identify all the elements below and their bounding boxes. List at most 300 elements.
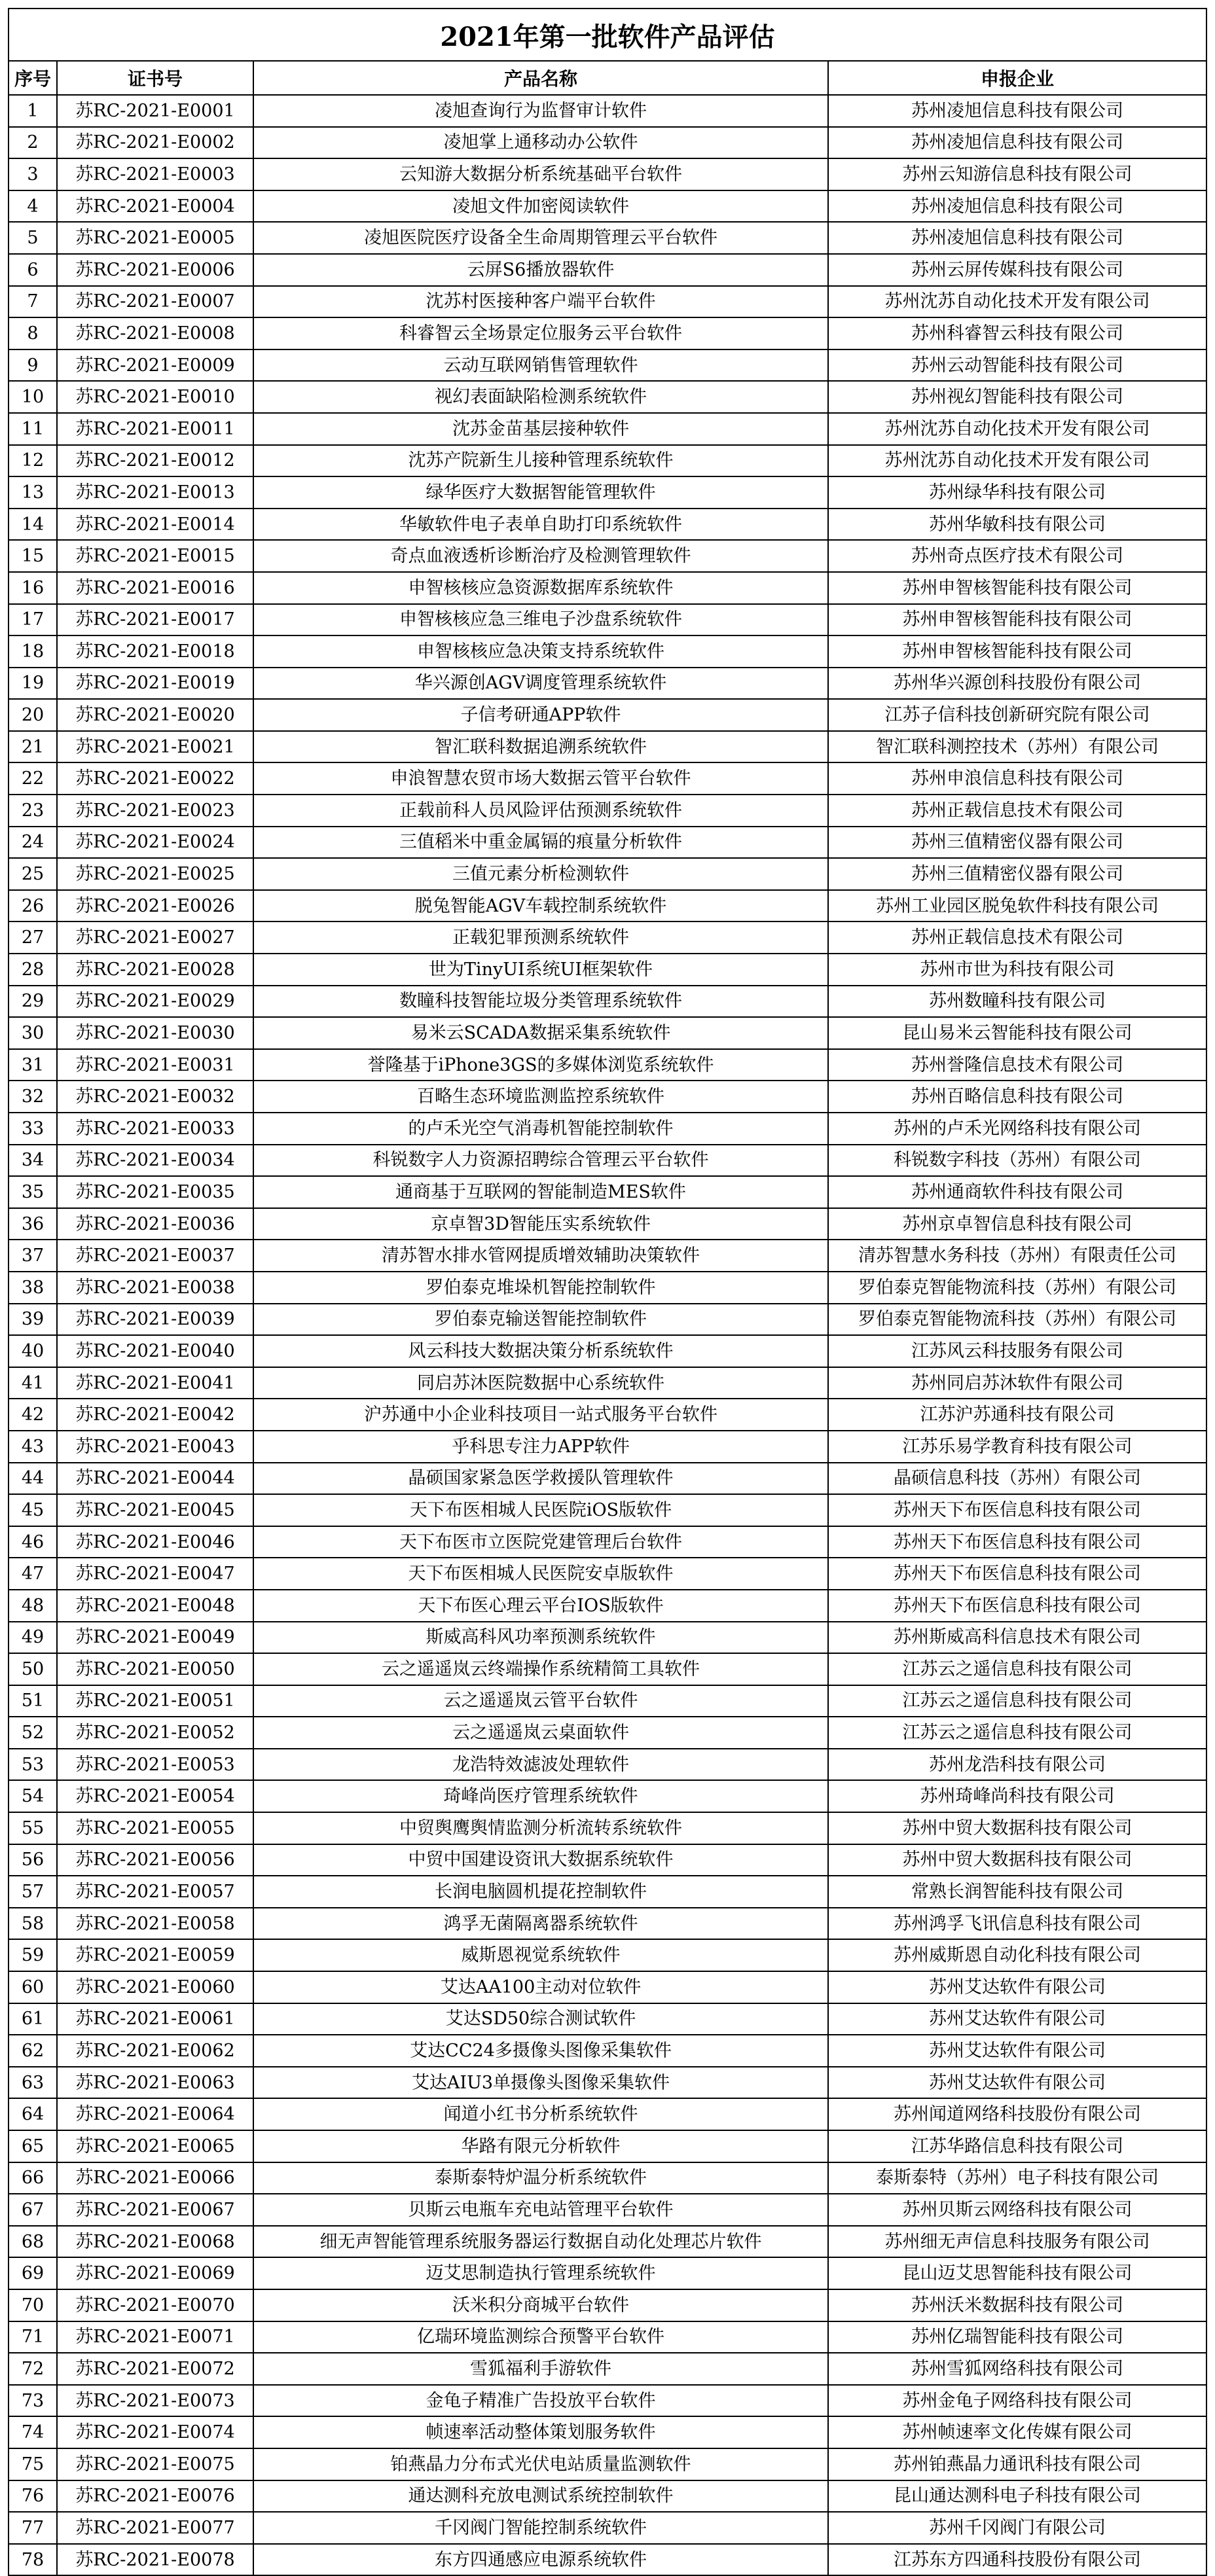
company-name: 苏州凌旭信息科技有限公司	[828, 190, 1206, 223]
product-name: 罗伯泰克输送智能控制软件	[253, 1304, 828, 1336]
header-company: 申报企业	[828, 61, 1206, 95]
company-name: 苏州正载信息技术有限公司	[828, 795, 1206, 827]
product-name: 的卢禾光空气消毒机智能控制软件	[253, 1113, 828, 1145]
certificate-number: 苏RC-2021-E0010	[57, 381, 253, 413]
company-name: 苏州艾达软件有限公司	[828, 1971, 1206, 2003]
company-name: 苏州云屏传媒科技有限公司	[828, 254, 1206, 286]
header-certificate: 证书号	[57, 61, 253, 95]
company-name: 晶硕信息科技（苏州）有限公司	[828, 1463, 1206, 1495]
product-name: 易米云SCADA数据采集系统软件	[253, 1017, 828, 1049]
document-page	[8, 8, 1206, 2576]
company-name: 昆山易米云智能科技有限公司	[828, 1017, 1206, 1049]
certificate-number: 苏RC-2021-E0042	[57, 1399, 253, 1431]
table-row	[9, 1494, 1206, 1526]
table-row	[9, 2385, 1206, 2417]
certificate-number: 苏RC-2021-E0040	[57, 1335, 253, 1367]
product-name: 鸿孚无菌隔离器系统软件	[253, 1908, 828, 1940]
table-row	[9, 1049, 1206, 1081]
table-row	[9, 2226, 1206, 2258]
certificate-number: 苏RC-2021-E0027	[57, 921, 253, 954]
row-index: 6	[9, 254, 57, 286]
company-name: 苏州百略信息科技有限公司	[828, 1081, 1206, 1113]
table-body	[9, 95, 1206, 2575]
certificate-number: 苏RC-2021-E0016	[57, 572, 253, 604]
company-name: 苏州科睿智云科技有限公司	[828, 317, 1206, 349]
row-index: 29	[9, 986, 57, 1018]
company-name: 苏州正载信息技术有限公司	[828, 921, 1206, 954]
certificate-number: 苏RC-2021-E0005	[57, 222, 253, 254]
company-name: 江苏云之遥信息科技有限公司	[828, 1653, 1206, 1685]
row-index: 47	[9, 1558, 57, 1590]
product-name: 华敏软件电子表单自助打印系统软件	[253, 509, 828, 541]
table-row	[9, 509, 1206, 541]
product-name: 数瞳科技智能垃圾分类管理系统软件	[253, 986, 828, 1018]
table-row	[9, 827, 1206, 859]
company-name: 昆山迈艾思智能科技有限公司	[828, 2257, 1206, 2289]
company-name: 苏州龙浩科技有限公司	[828, 1749, 1206, 1781]
company-name: 苏州威斯恩自动化科技有限公司	[828, 1939, 1206, 1971]
row-index: 76	[9, 2480, 57, 2513]
row-index: 78	[9, 2544, 57, 2576]
table-row	[9, 445, 1206, 477]
company-name: 苏州雪狐网络科技有限公司	[828, 2353, 1206, 2385]
product-name: 科睿智云全场景定位服务云平台软件	[253, 317, 828, 349]
evaluation-table	[8, 8, 1207, 2576]
product-name: 华兴源创AGV调度管理系统软件	[253, 668, 828, 700]
table-row	[9, 604, 1206, 636]
row-index: 23	[9, 795, 57, 827]
certificate-number: 苏RC-2021-E0029	[57, 986, 253, 1018]
company-name: 苏州凌旭信息科技有限公司	[828, 127, 1206, 159]
row-index: 58	[9, 1908, 57, 1940]
product-name: 罗伯泰克堆垛机智能控制软件	[253, 1272, 828, 1304]
table-row	[9, 668, 1206, 700]
table-row	[9, 540, 1206, 572]
table-row	[9, 190, 1206, 223]
table-row	[9, 2003, 1206, 2035]
row-index: 32	[9, 1081, 57, 1113]
table-row	[9, 2257, 1206, 2289]
certificate-number: 苏RC-2021-E0001	[57, 95, 253, 127]
row-index: 55	[9, 1812, 57, 1844]
certificate-number: 苏RC-2021-E0022	[57, 762, 253, 795]
table-row	[9, 2480, 1206, 2513]
certificate-number: 苏RC-2021-E0009	[57, 349, 253, 382]
row-index: 10	[9, 381, 57, 413]
row-index: 59	[9, 1939, 57, 1971]
row-index: 51	[9, 1685, 57, 1717]
table-row	[9, 1017, 1206, 1049]
product-name: 风云科技大数据决策分析系统软件	[253, 1335, 828, 1367]
table-row	[9, 1685, 1206, 1717]
table-row	[9, 286, 1206, 318]
company-name: 苏州凌旭信息科技有限公司	[828, 222, 1206, 254]
product-name: 沈苏金苗基层接种软件	[253, 413, 828, 445]
certificate-number: 苏RC-2021-E0063	[57, 2067, 253, 2099]
company-name: 苏州沃米数据科技有限公司	[828, 2289, 1206, 2321]
table-row	[9, 1780, 1206, 1812]
table-row	[9, 1812, 1206, 1844]
product-name: 云之遥遥岚云管平台软件	[253, 1685, 828, 1717]
product-name: 绿华医疗大数据智能管理软件	[253, 476, 828, 509]
company-name: 苏州京卓智信息科技有限公司	[828, 1208, 1206, 1240]
table-row	[9, 222, 1206, 254]
row-index: 3	[9, 158, 57, 190]
product-name: 天下布医市立医院党建管理后台软件	[253, 1526, 828, 1558]
row-index: 7	[9, 286, 57, 318]
certificate-number: 苏RC-2021-E0075	[57, 2448, 253, 2480]
product-name: 东方四通感应电源系统软件	[253, 2544, 828, 2576]
certificate-number: 苏RC-2021-E0062	[57, 2035, 253, 2067]
product-name: 申智核核应急三维电子沙盘系统软件	[253, 604, 828, 636]
row-index: 30	[9, 1017, 57, 1049]
company-name: 苏州绿华科技有限公司	[828, 476, 1206, 509]
row-index: 57	[9, 1876, 57, 1908]
row-index: 39	[9, 1304, 57, 1336]
certificate-number: 苏RC-2021-E0068	[57, 2226, 253, 2258]
table-row	[9, 2162, 1206, 2194]
company-name: 苏州艾达软件有限公司	[828, 2067, 1206, 2099]
row-index: 67	[9, 2194, 57, 2226]
certificate-number: 苏RC-2021-E0028	[57, 954, 253, 986]
certificate-number: 苏RC-2021-E0069	[57, 2257, 253, 2289]
table-row	[9, 795, 1206, 827]
table-row	[9, 1176, 1206, 1208]
company-name: 苏州千冈阀门有限公司	[828, 2512, 1206, 2544]
company-name: 苏州沈苏自动化技术开发有限公司	[828, 286, 1206, 318]
table-row	[9, 476, 1206, 509]
product-name: 沪苏通中小企业科技项目一站式服务平台软件	[253, 1399, 828, 1431]
table-row	[9, 2194, 1206, 2226]
table-row	[9, 1622, 1206, 1654]
certificate-number: 苏RC-2021-E0050	[57, 1653, 253, 1685]
product-name: 闻道小红书分析系统软件	[253, 2098, 828, 2130]
table-row	[9, 2321, 1206, 2353]
product-name: 正载犯罪预测系统软件	[253, 921, 828, 954]
product-name: 视幻表面缺陷检测系统软件	[253, 381, 828, 413]
product-name: 子信考研通APP软件	[253, 699, 828, 731]
row-index: 36	[9, 1208, 57, 1240]
certificate-number: 苏RC-2021-E0008	[57, 317, 253, 349]
row-index: 22	[9, 762, 57, 795]
product-name: 正载前科人员风险评估预测系统软件	[253, 795, 828, 827]
row-index: 42	[9, 1399, 57, 1431]
table-title: 2021年第一批软件产品评估	[9, 9, 1206, 61]
product-name: 同启苏沐医院数据中心系统软件	[253, 1367, 828, 1399]
table-row	[9, 890, 1206, 922]
table-row	[9, 2098, 1206, 2130]
certificate-number: 苏RC-2021-E0046	[57, 1526, 253, 1558]
product-name: 雪狐福利手游软件	[253, 2353, 828, 2385]
row-index: 37	[9, 1240, 57, 1272]
table-row	[9, 2067, 1206, 2099]
row-index: 73	[9, 2385, 57, 2417]
company-name: 江苏风云科技服务有限公司	[828, 1335, 1206, 1367]
certificate-number: 苏RC-2021-E0051	[57, 1685, 253, 1717]
company-name: 罗伯泰克智能物流科技（苏州）有限公司	[828, 1304, 1206, 1336]
certificate-number: 苏RC-2021-E0070	[57, 2289, 253, 2321]
table-row	[9, 635, 1206, 668]
product-name: 迈艾思制造执行管理系统软件	[253, 2257, 828, 2289]
row-index: 69	[9, 2257, 57, 2289]
table-row	[9, 1939, 1206, 1971]
row-index: 26	[9, 890, 57, 922]
row-index: 74	[9, 2416, 57, 2448]
company-name: 苏州鸿孚飞讯信息科技有限公司	[828, 1908, 1206, 1940]
table-row	[9, 954, 1206, 986]
product-name: 云动互联网销售管理软件	[253, 349, 828, 382]
table-row	[9, 1367, 1206, 1399]
product-name: 斯威高科风功率预测系统软件	[253, 1622, 828, 1654]
company-name: 苏州艾达软件有限公司	[828, 2003, 1206, 2035]
product-name: 云之遥遥岚云桌面软件	[253, 1717, 828, 1749]
certificate-number: 苏RC-2021-E0045	[57, 1494, 253, 1526]
product-name: 乎科思专注力APP软件	[253, 1431, 828, 1463]
company-name: 江苏子信科技创新研究院有限公司	[828, 699, 1206, 731]
company-name: 苏州通商软件科技有限公司	[828, 1176, 1206, 1208]
table-row	[9, 2289, 1206, 2321]
table-row	[9, 1272, 1206, 1304]
product-name: 长润电脑圆机提花控制软件	[253, 1876, 828, 1908]
table-row	[9, 2448, 1206, 2480]
company-name: 苏州沈苏自动化技术开发有限公司	[828, 445, 1206, 477]
row-index: 60	[9, 1971, 57, 2003]
product-name: 凌旭医院医疗设备全生命周期管理云平台软件	[253, 222, 828, 254]
row-index: 35	[9, 1176, 57, 1208]
table-row	[9, 2035, 1206, 2067]
table-row	[9, 572, 1206, 604]
row-index: 12	[9, 445, 57, 477]
table-row	[9, 1590, 1206, 1622]
table-row	[9, 2130, 1206, 2162]
company-name: 苏州天下布医信息科技有限公司	[828, 1558, 1206, 1590]
row-index: 75	[9, 2448, 57, 2480]
certificate-number: 苏RC-2021-E0058	[57, 1908, 253, 1940]
certificate-number: 苏RC-2021-E0064	[57, 2098, 253, 2130]
table-row	[9, 1844, 1206, 1876]
certificate-number: 苏RC-2021-E0026	[57, 890, 253, 922]
certificate-number: 苏RC-2021-E0002	[57, 127, 253, 159]
table-row	[9, 413, 1206, 445]
row-index: 13	[9, 476, 57, 509]
company-name: 江苏华路信息科技有限公司	[828, 2130, 1206, 2162]
certificate-number: 苏RC-2021-E0024	[57, 827, 253, 859]
certificate-number: 苏RC-2021-E0041	[57, 1367, 253, 1399]
certificate-number: 苏RC-2021-E0025	[57, 858, 253, 890]
company-name: 苏州中贸大数据科技有限公司	[828, 1844, 1206, 1876]
certificate-number: 苏RC-2021-E0035	[57, 1176, 253, 1208]
company-name: 江苏沪苏通科技有限公司	[828, 1399, 1206, 1431]
certificate-number: 苏RC-2021-E0006	[57, 254, 253, 286]
company-name: 苏州申智核智能科技有限公司	[828, 635, 1206, 668]
certificate-number: 苏RC-2021-E0012	[57, 445, 253, 477]
certificate-number: 苏RC-2021-E0013	[57, 476, 253, 509]
row-index: 19	[9, 668, 57, 700]
company-name: 苏州帧速率文化传媒有限公司	[828, 2416, 1206, 2448]
certificate-number: 苏RC-2021-E0044	[57, 1463, 253, 1495]
product-name: 艾达AIU3单摄像头图像采集软件	[253, 2067, 828, 2099]
row-index: 5	[9, 222, 57, 254]
product-name: 凌旭掌上通移动办公软件	[253, 127, 828, 159]
row-index: 63	[9, 2067, 57, 2099]
table-row	[9, 1399, 1206, 1431]
company-name: 泰斯泰特（苏州）电子科技有限公司	[828, 2162, 1206, 2194]
certificate-number: 苏RC-2021-E0056	[57, 1844, 253, 1876]
company-name: 苏州中贸大数据科技有限公司	[828, 1812, 1206, 1844]
product-name: 三值稻米中重金属镉的痕量分析软件	[253, 827, 828, 859]
row-index: 20	[9, 699, 57, 731]
table-row	[9, 1113, 1206, 1145]
product-name: 艾达CC24多摄像头图像采集软件	[253, 2035, 828, 2067]
company-name: 苏州视幻智能科技有限公司	[828, 381, 1206, 413]
product-name: 誉隆基于iPhone3GS的多媒体浏览系统软件	[253, 1049, 828, 1081]
certificate-number: 苏RC-2021-E0067	[57, 2194, 253, 2226]
product-name: 沈苏村医接种客户端平台软件	[253, 286, 828, 318]
row-index: 72	[9, 2353, 57, 2385]
product-name: 凌旭文件加密阅读软件	[253, 190, 828, 223]
certificate-number: 苏RC-2021-E0065	[57, 2130, 253, 2162]
product-name: 帧速率活动整体策划服务软件	[253, 2416, 828, 2448]
row-index: 11	[9, 413, 57, 445]
row-index: 40	[9, 1335, 57, 1367]
table-row	[9, 1304, 1206, 1336]
row-index: 2	[9, 127, 57, 159]
certificate-number: 苏RC-2021-E0031	[57, 1049, 253, 1081]
certificate-number: 苏RC-2021-E0037	[57, 1240, 253, 1272]
certificate-number: 苏RC-2021-E0036	[57, 1208, 253, 1240]
company-name: 苏州艾达软件有限公司	[828, 2035, 1206, 2067]
company-name: 苏州金龟子网络科技有限公司	[828, 2385, 1206, 2417]
row-index: 15	[9, 540, 57, 572]
table-row	[9, 1971, 1206, 2003]
certificate-number: 苏RC-2021-E0055	[57, 1812, 253, 1844]
product-name: 贝斯云电瓶车充电站管理平台软件	[253, 2194, 828, 2226]
product-name: 泰斯泰特炉温分析系统软件	[253, 2162, 828, 2194]
product-name: 世为TinyUI系统UI框架软件	[253, 954, 828, 986]
company-name: 清苏智慧水务科技（苏州）有限责任公司	[828, 1240, 1206, 1272]
row-index: 77	[9, 2512, 57, 2544]
certificate-number: 苏RC-2021-E0039	[57, 1304, 253, 1336]
row-index: 1	[9, 95, 57, 127]
product-name: 琦峰尚医疗管理系统软件	[253, 1780, 828, 1812]
company-name: 苏州天下布医信息科技有限公司	[828, 1590, 1206, 1622]
row-index: 45	[9, 1494, 57, 1526]
product-name: 智汇联科数据追溯系统软件	[253, 731, 828, 763]
company-name: 苏州的卢禾光网络科技有限公司	[828, 1113, 1206, 1145]
table-row	[9, 349, 1206, 382]
table-row	[9, 1876, 1206, 1908]
row-index: 61	[9, 2003, 57, 2035]
product-name: 云知游大数据分析系统基础平台软件	[253, 158, 828, 190]
certificate-number: 苏RC-2021-E0015	[57, 540, 253, 572]
company-name: 昆山通达测科电子科技有限公司	[828, 2480, 1206, 2513]
table-row	[9, 699, 1206, 731]
table-row	[9, 1145, 1206, 1177]
row-index: 16	[9, 572, 57, 604]
product-name: 科锐数字人力资源招聘综合管理云平台软件	[253, 1145, 828, 1177]
table-row	[9, 158, 1206, 190]
product-name: 威斯恩视觉系统软件	[253, 1939, 828, 1971]
product-name: 京卓智3D智能压实系统软件	[253, 1208, 828, 1240]
row-index: 34	[9, 1145, 57, 1177]
certificate-number: 苏RC-2021-E0003	[57, 158, 253, 190]
product-name: 清苏智水排水管网提质增效辅助决策软件	[253, 1240, 828, 1272]
table-row	[9, 1431, 1206, 1463]
product-name: 龙浩特效滤波处理软件	[253, 1749, 828, 1781]
company-name: 科锐数字科技（苏州）有限公司	[828, 1145, 1206, 1177]
certificate-number: 苏RC-2021-E0011	[57, 413, 253, 445]
product-name: 申智核核应急资源数据库系统软件	[253, 572, 828, 604]
certificate-number: 苏RC-2021-E0074	[57, 2416, 253, 2448]
table-row	[9, 921, 1206, 954]
row-index: 28	[9, 954, 57, 986]
certificate-number: 苏RC-2021-E0043	[57, 1431, 253, 1463]
certificate-number: 苏RC-2021-E0066	[57, 2162, 253, 2194]
company-name: 江苏东方四通科技股份有限公司	[828, 2544, 1206, 2576]
row-index: 17	[9, 604, 57, 636]
product-name: 千冈阀门智能控制系统软件	[253, 2512, 828, 2544]
certificate-number: 苏RC-2021-E0021	[57, 731, 253, 763]
product-name: 申浪智慧农贸市场大数据云管平台软件	[253, 762, 828, 795]
company-name: 江苏云之遥信息科技有限公司	[828, 1685, 1206, 1717]
table-row	[9, 986, 1206, 1018]
certificate-number: 苏RC-2021-E0004	[57, 190, 253, 223]
table-row	[9, 858, 1206, 890]
certificate-number: 苏RC-2021-E0038	[57, 1272, 253, 1304]
certificate-number: 苏RC-2021-E0033	[57, 1113, 253, 1145]
product-name: 通达测科充放电测试系统控制软件	[253, 2480, 828, 2513]
company-name: 苏州工业园区脱兔软件科技有限公司	[828, 890, 1206, 922]
certificate-number: 苏RC-2021-E0077	[57, 2512, 253, 2544]
table-row	[9, 254, 1206, 286]
certificate-number: 苏RC-2021-E0014	[57, 509, 253, 541]
certificate-number: 苏RC-2021-E0072	[57, 2353, 253, 2385]
product-name: 中贸舆鹰舆情监测分析流转系统软件	[253, 1812, 828, 1844]
row-index: 33	[9, 1113, 57, 1145]
certificate-number: 苏RC-2021-E0017	[57, 604, 253, 636]
row-index: 71	[9, 2321, 57, 2353]
certificate-number: 苏RC-2021-E0030	[57, 1017, 253, 1049]
row-index: 48	[9, 1590, 57, 1622]
product-name: 沃米积分商城平台软件	[253, 2289, 828, 2321]
product-name: 云屏S6播放器软件	[253, 254, 828, 286]
product-name: 天下布医心理云平台IOS版软件	[253, 1590, 828, 1622]
table-row	[9, 1526, 1206, 1558]
product-name: 凌旭查询行为监督审计软件	[253, 95, 828, 127]
row-index: 64	[9, 2098, 57, 2130]
product-name: 沈苏产院新生儿接种管理系统软件	[253, 445, 828, 477]
company-name: 苏州沈苏自动化技术开发有限公司	[828, 413, 1206, 445]
row-index: 54	[9, 1780, 57, 1812]
row-index: 43	[9, 1431, 57, 1463]
certificate-number: 苏RC-2021-E0078	[57, 2544, 253, 2576]
row-index: 52	[9, 1717, 57, 1749]
certificate-number: 苏RC-2021-E0054	[57, 1780, 253, 1812]
table-row	[9, 1208, 1206, 1240]
product-name: 晶硕国家紧急医学救援队管理软件	[253, 1463, 828, 1495]
row-index: 4	[9, 190, 57, 223]
company-name: 苏州云动智能科技有限公司	[828, 349, 1206, 382]
certificate-number: 苏RC-2021-E0007	[57, 286, 253, 318]
row-index: 25	[9, 858, 57, 890]
row-index: 9	[9, 349, 57, 382]
table-row	[9, 1240, 1206, 1272]
row-index: 38	[9, 1272, 57, 1304]
table-row	[9, 2353, 1206, 2385]
row-index: 31	[9, 1049, 57, 1081]
company-name: 苏州琦峰尚科技有限公司	[828, 1780, 1206, 1812]
certificate-number: 苏RC-2021-E0048	[57, 1590, 253, 1622]
